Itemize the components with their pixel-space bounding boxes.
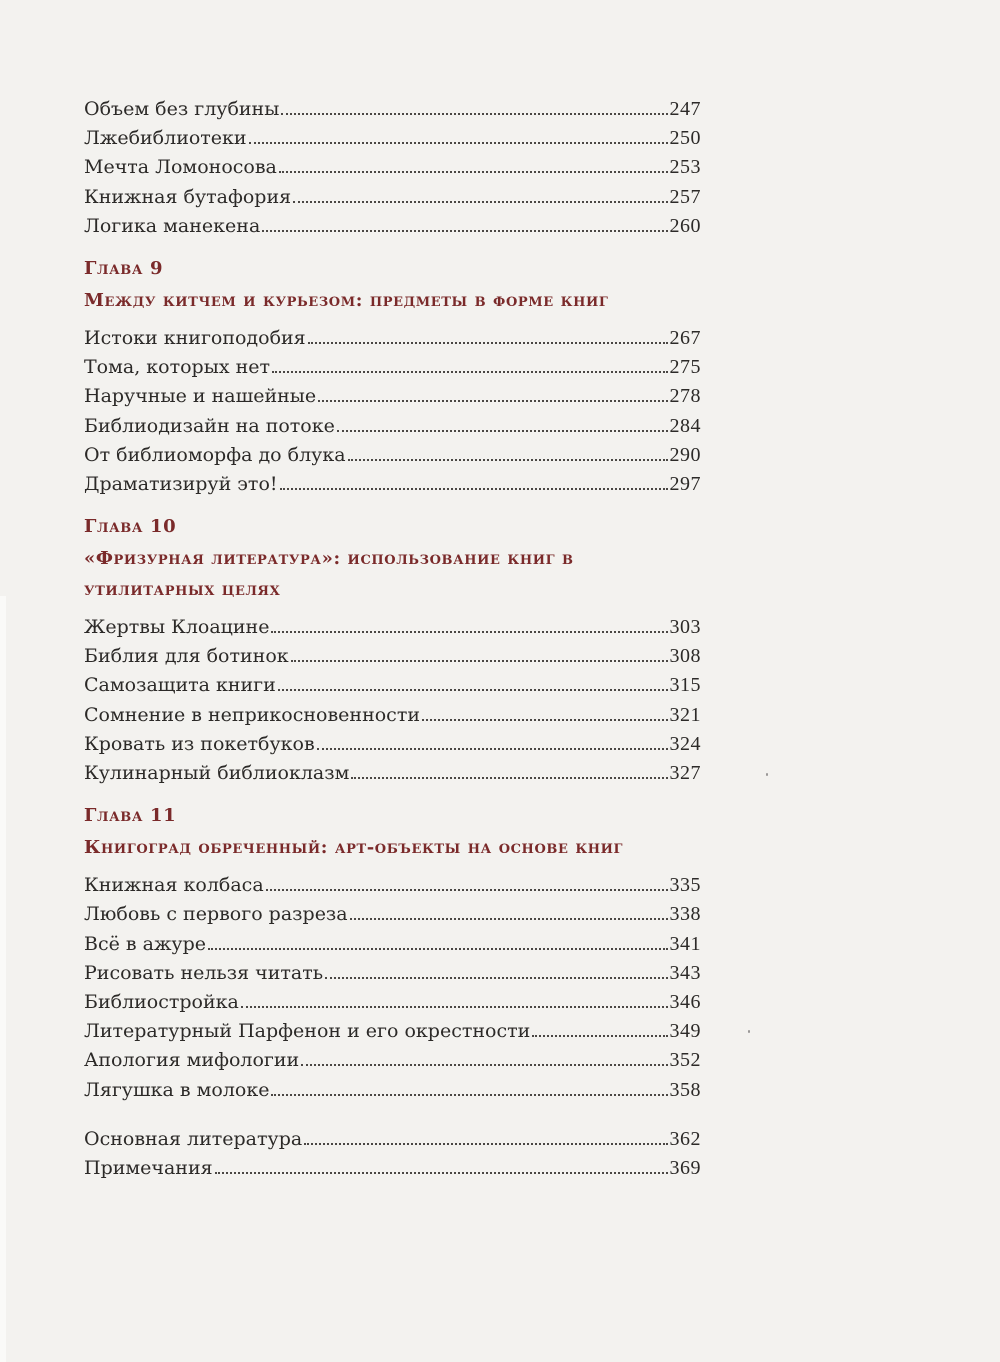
toc-entry-title: Лжебиблиотеки [84, 127, 247, 150]
dot-leader [317, 748, 668, 750]
toc-entry-page: 315 [669, 674, 701, 697]
toc-entry-page: 290 [669, 443, 701, 466]
toc-entry-page: 308 [669, 645, 701, 668]
toc-entry-page: 341 [669, 932, 701, 955]
toc-entry[interactable] [84, 324, 701, 353]
chapter-9-entries [84, 324, 701, 499]
toc-entry-title: Истоки книгоподобия [84, 326, 306, 349]
toc-entry-page: 324 [669, 732, 701, 755]
toc-entry[interactable] [84, 441, 701, 470]
toc-entry-title: Лягушка в молоке [84, 1078, 270, 1101]
toc-entry-page: 358 [669, 1078, 701, 1101]
toc-entry[interactable] [84, 470, 701, 499]
chapter-title: «Фризурная литература»: использование книг в утилитарных целях [84, 548, 574, 601]
dot-leader [301, 1064, 667, 1066]
toc-entry-title: От библиоморфа до блука [84, 443, 346, 466]
toc-entry[interactable] [84, 1125, 701, 1154]
toc-entry-title: Литературный Парфенон и его окрестности [84, 1020, 531, 1043]
dot-leader [350, 918, 668, 920]
chapter-title: Между китчем и курьезом: предметы в форме книг [84, 289, 609, 311]
toc-entry-title: Всё в ажуре [84, 932, 207, 955]
toc-entry[interactable] [84, 701, 701, 730]
toc-entry[interactable] [84, 871, 701, 900]
dot-leader [278, 689, 668, 691]
toc-entry-title: Книжная бутафория [84, 185, 292, 208]
dot-leader [262, 230, 667, 232]
toc-entry-title: Кровать из покетбуков [84, 732, 315, 755]
toc-entry[interactable] [84, 212, 701, 241]
toc-entry[interactable] [84, 153, 701, 182]
chapter-heading-10[interactable] [84, 511, 701, 605]
toc-entry[interactable] [84, 353, 701, 382]
table-of-contents [84, 95, 701, 1183]
scan-speck [748, 1030, 750, 1033]
chapter-title: Книгоград обреченный: арт-объекты на основе книг [84, 837, 624, 859]
toc-entry[interactable] [84, 730, 701, 759]
toc-entry-page: 253 [669, 156, 701, 179]
toc-entry[interactable] [84, 1017, 701, 1046]
toc-entry-title: Апология мифологии [84, 1049, 300, 1072]
toc-entry-page: 327 [669, 762, 701, 784]
toc-entry-page: 267 [669, 326, 701, 349]
toc-entry-page: 338 [669, 903, 701, 926]
toc-entry[interactable] [84, 900, 701, 929]
toc-entry-title: Жертвы Клоацине [84, 616, 270, 639]
dot-leader [281, 113, 667, 115]
toc-entry-page: 321 [669, 703, 701, 726]
toc-entry[interactable] [84, 95, 701, 124]
toc-entry-page: 335 [669, 874, 701, 897]
toc-entry[interactable] [84, 1076, 701, 1105]
toc-entry-title: Самозащита книги [84, 674, 276, 697]
dot-leader [208, 948, 667, 950]
toc-entry-page: 257 [669, 185, 701, 208]
toc-entry[interactable] [84, 412, 701, 441]
toc-entry-page: 369 [669, 1156, 701, 1179]
toc-entry-title: Любовь с первого разреза [84, 903, 348, 926]
toc-entry-page: 303 [669, 616, 701, 639]
toc-entry-title: Наручные и нашейные [84, 385, 317, 408]
toc-entry-title: Объем без глубины [84, 98, 280, 120]
toc-entry-page: 352 [669, 1049, 701, 1072]
toc-entry-page: 275 [669, 356, 701, 379]
toc-entry-page: 260 [669, 214, 701, 237]
dot-leader [249, 142, 668, 144]
dot-leader [325, 977, 667, 979]
toc-end-group [84, 1125, 701, 1183]
dot-leader [279, 171, 668, 173]
dot-leader [271, 1094, 667, 1096]
dot-leader [293, 201, 667, 203]
toc-entry[interactable] [84, 1046, 701, 1075]
dot-leader [337, 430, 668, 432]
toc-entry-title: Кулинарный библиоклазм [84, 762, 350, 784]
scan-speck [766, 773, 768, 776]
toc-entry-title: Библиодизайн на потоке [84, 414, 335, 437]
toc-entry[interactable] [84, 183, 701, 212]
toc-entry-title: Сомнение в неприкосновенности [84, 703, 420, 726]
toc-entry[interactable] [84, 759, 701, 788]
toc-entry-page: 250 [669, 127, 701, 150]
dot-leader [422, 719, 668, 721]
toc-entry-page: 278 [669, 385, 701, 408]
toc-entry-page: 362 [669, 1127, 701, 1150]
toc-entry-title: Драматизируй это! [84, 472, 278, 495]
dot-leader [308, 342, 668, 344]
chapter-label: Глава 9 [84, 257, 164, 279]
toc-entry[interactable] [84, 124, 701, 153]
toc-entry[interactable] [84, 382, 701, 411]
dot-leader [351, 777, 667, 779]
toc-entry-title: Примечания [84, 1156, 213, 1179]
toc-entry-title: Книжная колбаса [84, 874, 264, 897]
dot-leader [280, 488, 668, 490]
toc-entry-page: 297 [669, 472, 701, 495]
toc-entry-title: Мечта Ломоносова [84, 156, 277, 179]
toc-entry-page: 284 [669, 414, 701, 437]
toc-entry[interactable] [84, 613, 701, 642]
toc-entry-title: Библия для ботинок [84, 645, 289, 668]
toc-entry[interactable] [84, 642, 701, 671]
dot-leader [348, 459, 668, 461]
toc-entry[interactable] [84, 988, 701, 1017]
toc-entry-title: Логика манекена [84, 214, 261, 237]
dot-leader [215, 1172, 668, 1174]
toc-entry-title: Тома, которых нет [84, 356, 271, 379]
toc-entry-page: 346 [669, 990, 701, 1013]
dot-leader [241, 1006, 668, 1008]
dot-leader [271, 631, 667, 633]
chapter-label: Глава 11 [84, 805, 177, 827]
dot-leader [291, 660, 668, 662]
toc-entry-title: Рисовать нельзя читать [84, 961, 324, 984]
toc-entry-title: Основная литература [84, 1127, 303, 1150]
toc-entry-page: 343 [669, 961, 701, 984]
toc-entry-page: 247 [669, 98, 701, 120]
dot-leader [272, 371, 667, 373]
dot-leader [304, 1143, 667, 1145]
toc-entry[interactable] [84, 1154, 701, 1183]
toc-entry[interactable] [84, 930, 701, 959]
dot-leader [318, 400, 667, 402]
chapter-heading-9[interactable] [84, 253, 701, 316]
dot-leader [266, 889, 668, 891]
toc-entry-page: 349 [669, 1020, 701, 1043]
chapter-10-entries [84, 613, 701, 788]
chapter-heading-11[interactable] [84, 800, 701, 863]
toc-entry[interactable] [84, 671, 701, 700]
toc-entry[interactable] [84, 959, 701, 988]
chapter-11-entries [84, 871, 701, 1105]
chapter-label: Глава 10 [84, 516, 177, 538]
toc-entry-title: Библиостройка [84, 990, 239, 1013]
dot-leader [532, 1035, 667, 1037]
toc-top-group [84, 95, 701, 241]
